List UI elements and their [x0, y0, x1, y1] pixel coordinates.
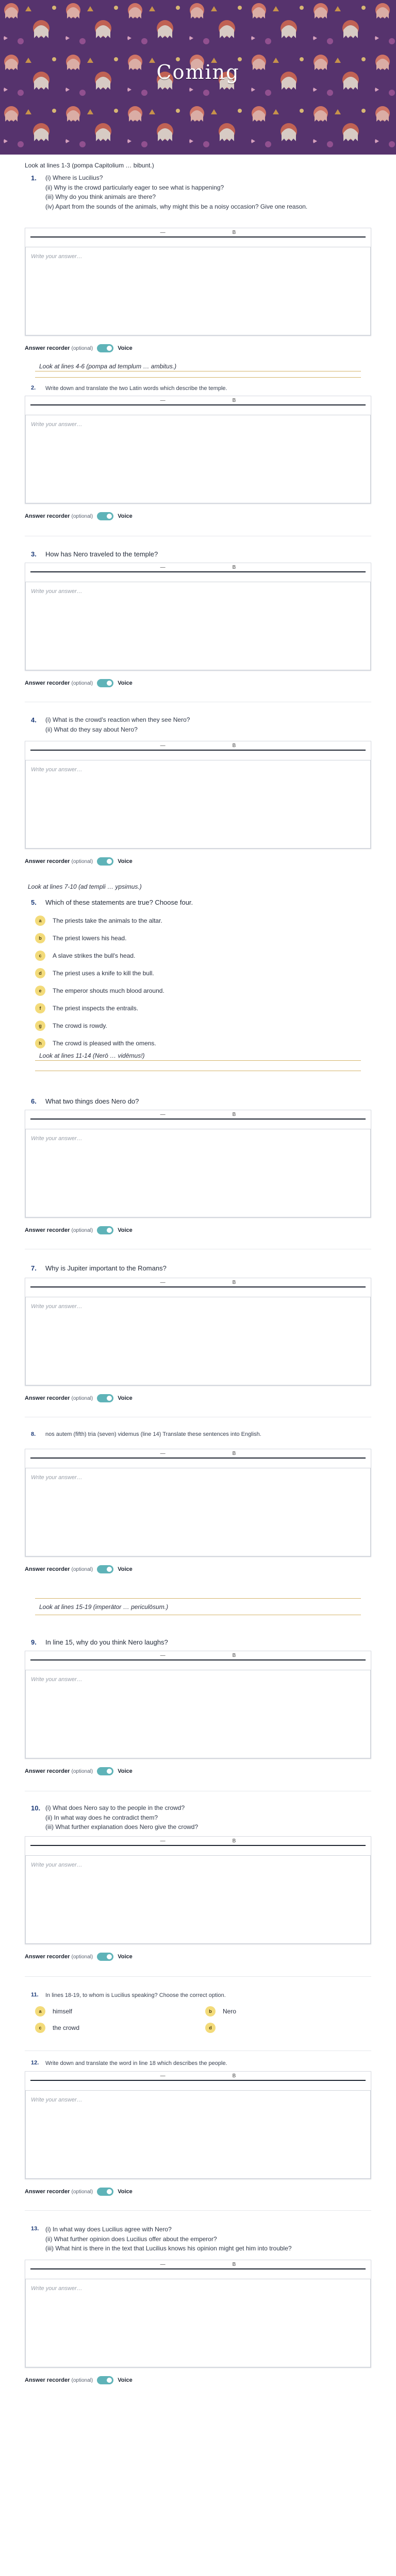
answer-editor[interactable]: — B Write your answer…: [25, 1110, 371, 1218]
voice-toggle[interactable]: [97, 857, 113, 866]
question-text: (i) In what way does Lucilius agree with Nero? (ii) What further opinion does Lucilius offer about the emperor? (iii) What hint is there in the text that Lucilius knows his opinion might get him into trouble?: [45, 2226, 292, 2252]
voice-toggle[interactable]: [97, 1767, 113, 1775]
option-text: The priests take the animals to the altar.: [53, 917, 162, 924]
toolbar-divider: [30, 236, 366, 238]
option-g[interactable]: [35, 1020, 107, 1031]
option-text: The emperor shouts much blood around.: [53, 987, 164, 994]
answer-editor[interactable]: — B Write your answer…: [25, 1278, 371, 1386]
option-text: The priest lowers his head.: [53, 935, 127, 942]
lookat-banner: Look at lines 15-19 (imperātor … periculōsum.): [39, 1603, 169, 1611]
option-text: The crowd is pleased with the omens.: [53, 1040, 156, 1047]
question-number: 4.: [31, 716, 37, 724]
option-badge: h: [35, 1038, 45, 1048]
answer-editor[interactable]: — B Write your answer…: [25, 1449, 371, 1557]
option-badge: b: [205, 2006, 216, 2016]
editor-toolbar: [25, 228, 371, 236]
voice-toggle[interactable]: [97, 1953, 113, 1961]
question-text: Write down and translate the word in line 18 which describes the people.: [45, 2060, 227, 2066]
option-badge: d: [35, 968, 45, 978]
question-text: What two things does Nero do?: [45, 1097, 139, 1105]
answer-recorder: Answer recorder (optional) Voice: [25, 1227, 133, 1233]
page-title: Coming: [156, 61, 240, 83]
option-badge: e: [35, 986, 45, 996]
option-badge: c: [35, 2023, 45, 2033]
voice-toggle[interactable]: [97, 344, 113, 352]
question-text: nos autem (fifth) tria (seven) videmus (line 14) Translate these sentences into English.: [45, 1431, 261, 1437]
option-f[interactable]: [35, 1003, 138, 1014]
option-text: The crowd is rowdy.: [53, 1022, 107, 1029]
answer-recorder: Answer recorder (optional) Voice: [25, 680, 133, 686]
page-header: [0, 0, 396, 155]
option-text: The priest inspects the entrails.: [53, 1005, 139, 1012]
question-text: Why is Jupiter important to the Romans?: [45, 1264, 167, 1272]
answer-recorder: Answer recorder (optional) Voice: [25, 1566, 133, 1572]
answer-editor[interactable]: — B Write your answer…: [25, 741, 371, 849]
recorder-label: Answer recorder (optional): [25, 345, 93, 351]
option-a[interactable]: a himself: [35, 2006, 72, 2016]
voice-toggle[interactable]: [97, 1394, 113, 1402]
question-number: 12.: [31, 2060, 39, 2066]
lookat-intro: Look at lines 1-3 (pompa Capitolium … bibunt.): [25, 162, 154, 169]
answer-recorder: [25, 342, 133, 354]
answer-editor[interactable]: [25, 228, 371, 336]
option-badge: a: [35, 2006, 45, 2016]
strike-tool[interactable]: —: [160, 229, 166, 235]
option-badge: a: [35, 916, 45, 926]
question-number: 10.: [31, 1804, 41, 1812]
voice-toggle[interactable]: [97, 2376, 113, 2384]
voice-label: Voice: [118, 345, 133, 351]
option-badge: g: [35, 1021, 45, 1031]
option-c[interactable]: [35, 950, 135, 961]
answer-recorder: Answer recorder (optional) Voice: [25, 2189, 133, 2195]
answer-editor[interactable]: — B Write your answer…: [25, 2071, 371, 2179]
option-badge: d: [205, 2023, 216, 2033]
option-c[interactable]: c the crowd: [35, 2023, 79, 2033]
question-text: In line 15, why do you think Nero laughs?: [45, 1638, 168, 1646]
answer-editor[interactable]: — B Write your answer…: [25, 2260, 371, 2368]
question-line: (i) Where is Lucilius?: [45, 174, 103, 181]
question-number: 7.: [31, 1264, 37, 1272]
lookat-banner: Look at lines 7-10 (ad templi … ypsimus.): [28, 883, 142, 890]
voice-toggle[interactable]: [97, 1226, 113, 1234]
option-text: A slave strikes the bull's head.: [53, 952, 136, 959]
voice-toggle[interactable]: [97, 679, 113, 687]
question-number: 1.: [31, 174, 37, 182]
answer-area[interactable]: [25, 247, 371, 335]
answer-placeholder: Write your answer…: [31, 253, 82, 260]
answer-recorder: Answer recorder (optional) Voice: [25, 513, 133, 519]
option-b[interactable]: [35, 933, 126, 944]
voice-toggle[interactable]: [97, 2188, 113, 2196]
question-number: 3.: [31, 550, 37, 558]
option-h[interactable]: [35, 1038, 156, 1049]
question-number: 2.: [31, 385, 36, 391]
question-text: [45, 173, 363, 211]
lookat-banner: Look at lines 11-14 (Nerō … vidēmus!): [39, 1052, 145, 1059]
answer-editor[interactable]: — B Write your answer…: [25, 396, 371, 504]
banner-rule: [35, 377, 361, 378]
answer-editor[interactable]: — B Write your answer…: [25, 1651, 371, 1759]
question-number: 9.: [31, 1638, 37, 1646]
question-line: (ii) Why is the crowd particularly eager to see what is happening?: [45, 183, 224, 191]
bold-tool[interactable]: B: [232, 229, 236, 235]
option-badge: f: [35, 1003, 45, 1013]
option-badge: c: [35, 951, 45, 961]
question-text: In lines 18-19, to whom is Lucilius speaking? Choose the correct option.: [45, 1992, 226, 1998]
option-e[interactable]: [35, 985, 164, 996]
answer-recorder: Answer recorder (optional) Voice: [25, 858, 133, 865]
question-text: Write down and translate the two Latin words which describe the temple.: [45, 385, 227, 392]
option-badge: b: [35, 933, 45, 943]
answer-editor[interactable]: — B Write your answer…: [25, 1836, 371, 1944]
answer-recorder: Answer recorder (optional) Voice: [25, 1954, 133, 1960]
voice-toggle[interactable]: [97, 1565, 113, 1573]
question-text: (i) What does Nero say to the people in the crowd? (ii) In what way does he contradict them? (iii) What further explanation does Nero give the crowd?: [45, 1804, 199, 1831]
q11-options: [35, 2006, 361, 2042]
answer-area[interactable]: Write your answer…: [25, 415, 371, 503]
voice-toggle[interactable]: [97, 512, 113, 520]
question-number: 13.: [31, 2226, 39, 2232]
question-number: 5.: [31, 899, 37, 906]
answer-editor[interactable]: — B Write your answer…: [25, 563, 371, 671]
question-line: (iii) Why do you think animals are there?: [45, 193, 156, 201]
question-number: 8.: [31, 1431, 36, 1437]
question-text: Which of these statements are true? Choose four.: [45, 899, 193, 906]
option-a[interactable]: [35, 915, 162, 926]
question-text: (i) What is the crowd's reaction when they see Nero? (ii) What do they say about Nero?: [45, 716, 190, 733]
question-line: (iv) Apart from the sounds of the animals, why might this be a noisy occasion? Give one reason.: [45, 202, 308, 210]
answer-recorder: Answer recorder (optional) Voice: [25, 1768, 133, 1774]
option-d[interactable]: [35, 968, 154, 979]
answer-recorder: Answer recorder (optional) Voice: [25, 2377, 133, 2383]
answer-recorder: Answer recorder (optional) Voice: [25, 1395, 133, 1401]
question-text: How has Nero traveled to the temple?: [45, 550, 158, 558]
question-number: 11.: [31, 1992, 39, 1998]
option-b[interactable]: b Nero: [205, 2006, 236, 2016]
option-d[interactable]: [205, 2023, 223, 2033]
option-text: The priest uses a knife to kill the bull.: [53, 970, 154, 977]
question-number: 6.: [31, 1097, 37, 1105]
lookat-banner: Look at lines 4-6 (pompa ad templum … ambitus.): [39, 363, 177, 370]
